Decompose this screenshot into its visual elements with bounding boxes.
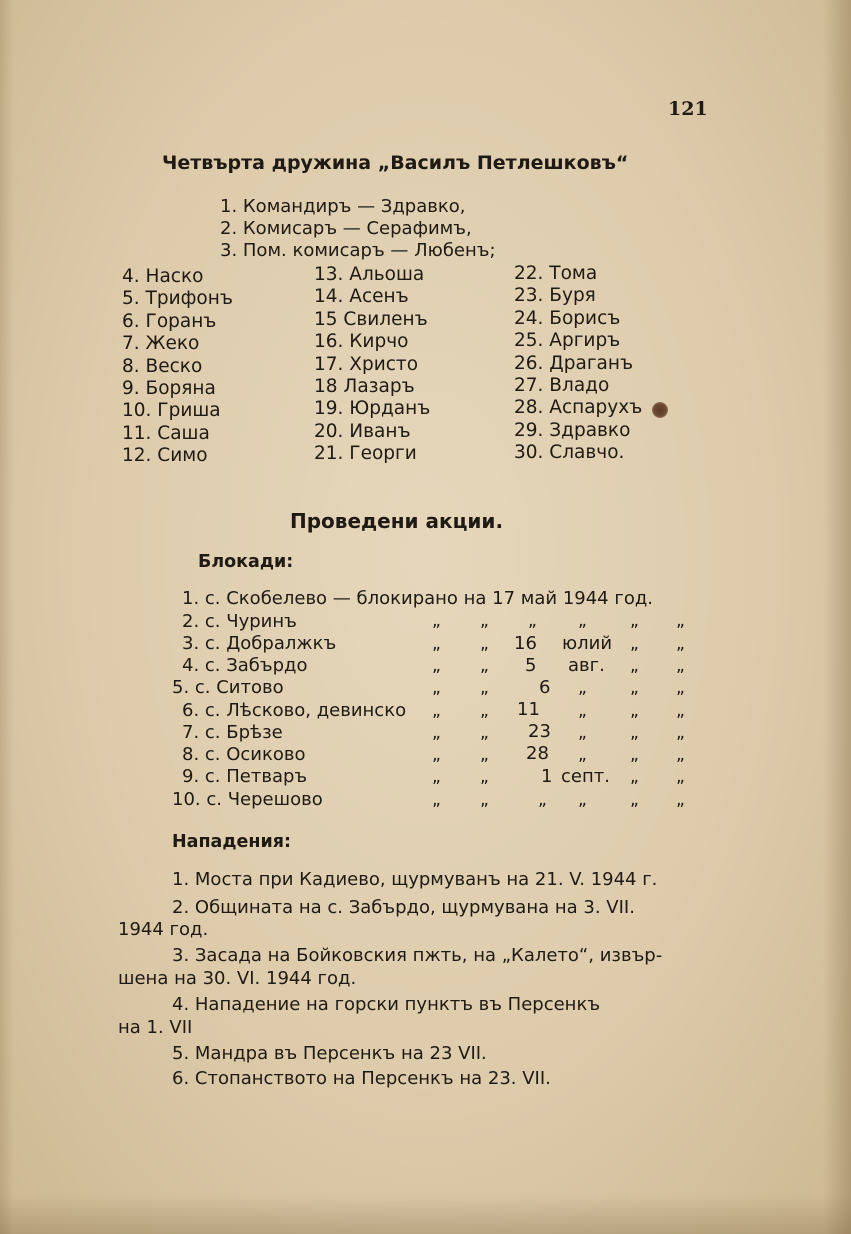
member-entry: 13. Альоша [314, 264, 425, 285]
blockades-title: Блокади: [198, 552, 294, 572]
member-entry: 15 Свиленъ [314, 308, 428, 330]
attack-line: шена на 30. VI. 1944 год. [118, 968, 357, 989]
blockade-place: 5. с. Ситово [172, 677, 284, 698]
attack-line: 5. Мандра въ Персенкъ на 23 VII. [172, 1043, 487, 1064]
command-line-3: 3. Пом. комисаръ — Любенъ; [220, 240, 496, 261]
member-entry: 28. Аспарухъ [514, 397, 643, 419]
member-entry: 12. Симо [122, 445, 208, 467]
ditto-mark: „ [480, 767, 489, 787]
blockade-place: 7. с. Брѣзе [182, 722, 283, 743]
member-entry: 16. Кирчо [314, 331, 409, 353]
ditto-mark: „ [676, 723, 685, 743]
blockade-row-1: 1. с. Скобелево — блокирано на 17 май 1944 год. [182, 588, 653, 609]
command-line-1: 1. Командиръ — Здравко, [220, 196, 466, 217]
member-entry: 20. Иванъ [314, 420, 411, 442]
ditto-mark: „ [480, 611, 489, 631]
ditto-mark: „ [432, 723, 441, 743]
ditto-mark: „ [676, 634, 685, 654]
blockade-place: 10. с. Черешово [172, 789, 323, 810]
member-entry: 21. Георги [314, 443, 417, 465]
member-entry: 8. Веско [122, 355, 203, 377]
ditto-mark: „ [480, 701, 489, 721]
member-entry: 18 Лазаръ [314, 375, 415, 397]
member-entry: 19. Юрданъ [314, 398, 431, 420]
blockade-month: „ [578, 611, 587, 631]
ditto-mark: „ [676, 678, 685, 698]
ditto-mark: „ [676, 790, 685, 810]
attack-line: 6. Стопанството на Персенкъ на 23. VII. [172, 1068, 551, 1089]
ditto-mark: „ [432, 611, 441, 631]
blockade-month: „ [578, 701, 587, 721]
ditto-mark: „ [676, 656, 685, 676]
ditto-mark: „ [480, 678, 489, 698]
ditto-mark: „ [630, 611, 639, 631]
actions-title: Проведени акции. [290, 509, 504, 533]
page-edge-left [0, 0, 14, 1234]
ditto-mark: „ [480, 723, 489, 743]
blockade-month: авг. [568, 655, 605, 676]
member-entry: 9. Боряна [122, 377, 216, 399]
blockade-month: юлий [562, 633, 613, 654]
blockade-month: „ [578, 678, 587, 698]
blockade-day: „ [528, 611, 537, 631]
ditto-mark: „ [630, 790, 639, 810]
ditto-mark: „ [676, 767, 685, 787]
member-entry: 25. Аргиръ [514, 330, 621, 352]
blockade-month: „ [578, 723, 587, 743]
blockade-month: септ. [561, 766, 610, 787]
member-entry: 29. Здравко [514, 419, 631, 441]
members-column-1 [122, 266, 233, 468]
attack-line: 1944 год. [118, 919, 209, 940]
members-column-2 [314, 264, 430, 466]
ditto-mark: „ [676, 701, 685, 721]
member-entry: 6. Горанъ [122, 310, 217, 332]
attack-line: 1. Моста при Кадиево, щурмуванъ на 21. V. 1944 г. [172, 869, 658, 890]
ditto-mark: „ [432, 678, 441, 698]
ink-stain [652, 402, 668, 418]
blockade-place: 2. с. Чуринъ [182, 611, 297, 632]
blockade-day: „ [538, 790, 547, 810]
ditto-mark: „ [480, 634, 489, 654]
member-entry: 4. Наско [122, 266, 204, 287]
ditto-mark: „ [630, 678, 639, 698]
unit-title: Четвърта дружина „Василъ Петлешковъ“ [162, 152, 629, 174]
blockade-month: „ [578, 745, 587, 765]
blockade-place: 3. с. Добралжкъ [182, 633, 337, 654]
blockade-place: 4. с. Забърдо [182, 655, 308, 676]
member-entry: 26. Драганъ [514, 352, 634, 374]
page-edge-right [823, 0, 851, 1234]
ditto-mark: „ [630, 656, 639, 676]
ditto-mark: „ [432, 745, 441, 765]
attack-line: 2. Общината на с. Забърдо, щурмувана на 3. VII. [172, 897, 635, 918]
member-entry: 17. Христо [314, 353, 419, 375]
attack-line: 4. Нападение на горски пунктъ въ Персенкъ [172, 994, 601, 1015]
page-edge-bottom [0, 1194, 851, 1234]
ditto-mark: „ [630, 701, 639, 721]
members-column-3 [514, 263, 642, 465]
blockade-day: 23 [528, 721, 551, 742]
blockade-day: 28 [526, 743, 549, 764]
member-entry: 5. Трифонъ [122, 288, 233, 310]
member-entry: 22. Тома [514, 263, 598, 284]
ditto-mark: „ [676, 611, 685, 631]
ditto-mark: „ [480, 745, 489, 765]
ditto-mark: „ [480, 790, 489, 810]
member-entry: 7. Жеко [122, 333, 200, 355]
member-entry: 14. Асенъ [314, 286, 409, 308]
ditto-mark: „ [432, 767, 441, 787]
command-line-2: 2. Комисаръ — Серафимъ, [220, 218, 472, 239]
ditto-mark: „ [630, 723, 639, 743]
blockade-place: 6. с. Лѣсково, девинско [182, 700, 407, 721]
ditto-mark: „ [432, 656, 441, 676]
blockade-place: 8. с. Осиково [182, 744, 306, 765]
attack-line: 3. Засада на Бойковския пжть, на „Калето“, извър- [172, 945, 663, 966]
member-entry: 27. Владо [514, 374, 610, 396]
ditto-mark: „ [676, 745, 685, 765]
ditto-mark: „ [630, 634, 639, 654]
ditto-mark: „ [630, 745, 639, 765]
blockade-month: „ [578, 790, 587, 810]
member-entry: 11. Саша [122, 422, 210, 444]
attacks-title: Нападения: [172, 832, 291, 852]
blockade-day: 6 [539, 677, 551, 698]
page-number: 121 [668, 98, 708, 120]
ditto-mark: „ [432, 790, 441, 810]
attack-line: на 1. VII [118, 1017, 193, 1038]
blockade-day: 1 [541, 766, 553, 787]
member-entry: 30. Славчо. [514, 442, 625, 464]
blockade-day: 16 [514, 633, 537, 654]
ditto-mark: „ [432, 701, 441, 721]
ditto-mark: „ [480, 656, 489, 676]
member-entry: 10. Гриша [122, 400, 221, 422]
blockade-day: 11 [517, 699, 540, 720]
ditto-mark: „ [432, 634, 441, 654]
blockade-place: 9. с. Петваръ [182, 766, 308, 787]
ditto-mark: „ [630, 767, 639, 787]
blockade-day: 5 [525, 655, 537, 676]
member-entry: 24. Борисъ [514, 307, 621, 329]
member-entry: 23. Буря [514, 285, 596, 307]
